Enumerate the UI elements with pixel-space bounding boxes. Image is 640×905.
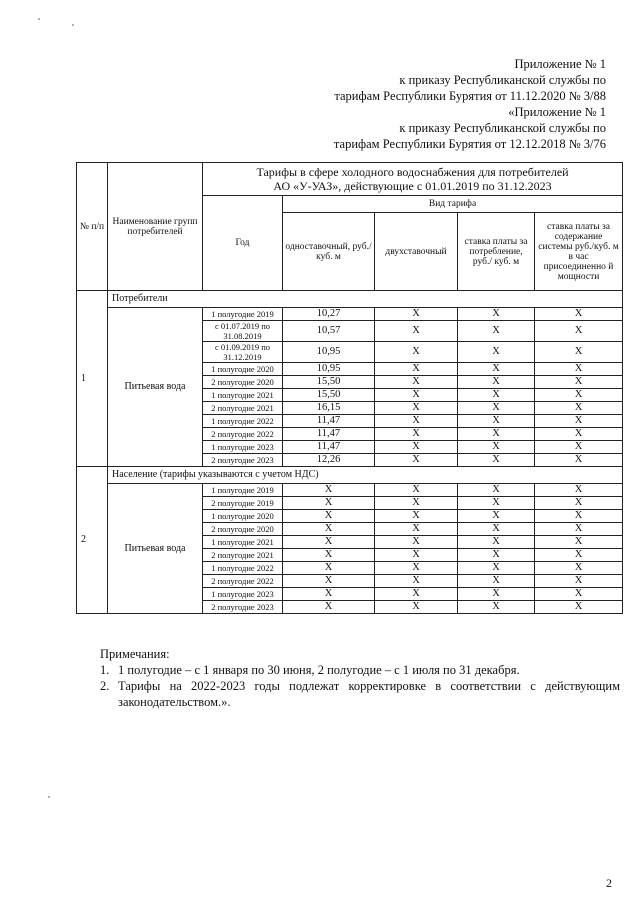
col-header-consumption-rate: ставка платы за потребление, руб./ куб. м (458, 213, 535, 291)
maintenance-rate-value: X (535, 562, 623, 575)
single-rate-value: 11,47 (283, 441, 375, 454)
consumption-rate-value: X (458, 601, 535, 614)
table-title-line: Тарифы в сфере холодного водоснабжения для потребителей (256, 165, 569, 179)
header-line: к приказу Республиканской службы по (399, 73, 606, 87)
consumption-rate-value: X (458, 389, 535, 402)
table-row (77, 308, 623, 321)
note-number: 1. (100, 663, 110, 677)
note-number: 2. (100, 679, 110, 693)
period-cell: 2 полугодие 2023 (203, 454, 283, 467)
maintenance-rate-value: X (535, 575, 623, 588)
maintenance-rate-value: X (535, 441, 623, 454)
two-rate-value: X (375, 321, 458, 342)
maintenance-rate-value: X (535, 308, 623, 321)
two-rate-value: X (375, 454, 458, 467)
two-rate-value: X (375, 363, 458, 376)
consumption-rate-value: X (458, 321, 535, 342)
consumption-rate-value: X (458, 588, 535, 601)
period-cell: 1 полугодие 2023 (203, 441, 283, 454)
single-rate-value: X (283, 510, 375, 523)
note-text: 1 полугодие – с 1 января по 30 июня, 2 полугодие – с 1 июля по 31 декабря. (118, 663, 520, 677)
table-row (77, 484, 623, 497)
maintenance-rate-value: X (535, 484, 623, 497)
two-rate-value: X (375, 588, 458, 601)
two-rate-value: X (375, 575, 458, 588)
group-title-row (77, 467, 623, 484)
single-rate-value: X (283, 575, 375, 588)
single-rate-value: X (283, 588, 375, 601)
scan-speck (48, 796, 50, 798)
period-cell: 1 полугодие 2020 (203, 510, 283, 523)
maintenance-rate-value: X (535, 428, 623, 441)
group-title-row (77, 291, 623, 308)
period-cell: 1 полугодие 2023 (203, 588, 283, 601)
section-number: 2 (77, 467, 108, 614)
consumption-rate-value: X (458, 575, 535, 588)
two-rate-value: X (375, 536, 458, 549)
period-cell: 2 полугодие 2023 (203, 601, 283, 614)
notes-title: Примечания: (100, 647, 170, 661)
header-line: тарифам Республики Бурятия от 11.12.2020 № 3/88 (334, 89, 606, 103)
consumption-rate-value: X (458, 549, 535, 562)
two-rate-value: X (375, 510, 458, 523)
two-rate-value: X (375, 428, 458, 441)
col-header-number: № п/п (77, 163, 108, 291)
consumption-rate-value: X (458, 342, 535, 363)
maintenance-rate-value: X (535, 321, 623, 342)
period-cell: 1 полугодие 2021 (203, 389, 283, 402)
period-cell: 1 полугодие 2022 (203, 562, 283, 575)
maintenance-rate-value: X (535, 523, 623, 536)
header-line: Приложение № 1 (514, 57, 606, 71)
consumption-rate-value: X (458, 497, 535, 510)
consumption-rate-value: X (458, 363, 535, 376)
single-rate-value: X (283, 562, 375, 575)
maintenance-rate-value: X (535, 363, 623, 376)
col-header-single-rate: одноставочный, руб./ куб. м (283, 213, 375, 291)
two-rate-value: X (375, 402, 458, 415)
period-cell: 2 полугодие 2021 (203, 549, 283, 562)
single-rate-value: 10,95 (283, 342, 375, 363)
single-rate-value: X (283, 601, 375, 614)
maintenance-rate-value: X (535, 376, 623, 389)
single-rate-value: 15,50 (283, 389, 375, 402)
page-number: 2 (606, 876, 612, 890)
period-cell: 1 полугодие 2022 (203, 415, 283, 428)
single-rate-value: 10,57 (283, 321, 375, 342)
two-rate-value: X (375, 562, 458, 575)
tariff-table-body (77, 291, 623, 614)
subgroup-name: Питьевая вода (108, 484, 203, 614)
note-item (100, 662, 620, 678)
note-item (100, 678, 620, 710)
note-text: Тарифы на 2022-2023 годы подлежат корректировке в соответствии с действующим законодательством.». (118, 679, 620, 709)
notes-section (100, 646, 620, 710)
header-line: к приказу Республиканской службы по (399, 121, 606, 135)
period-cell: 2 полугодие 2021 (203, 402, 283, 415)
maintenance-rate-value: X (535, 601, 623, 614)
single-rate-value: X (283, 536, 375, 549)
two-rate-value: X (375, 441, 458, 454)
consumption-rate-value: X (458, 536, 535, 549)
single-rate-value: 10,95 (283, 363, 375, 376)
maintenance-rate-value: X (535, 454, 623, 467)
two-rate-value: X (375, 308, 458, 321)
period-cell: 2 полугодие 2022 (203, 428, 283, 441)
consumption-rate-value: X (458, 308, 535, 321)
maintenance-rate-value: X (535, 342, 623, 363)
col-header-maintenance-rate: ставка платы за содержание системы руб./куб. м в час присоединенно й мощности (535, 213, 623, 291)
single-rate-value: X (283, 497, 375, 510)
two-rate-value: X (375, 342, 458, 363)
section-number: 1 (77, 291, 108, 467)
maintenance-rate-value: X (535, 415, 623, 428)
tariff-table (76, 162, 623, 614)
header-line: тарифам Республики Бурятия от 12.12.2018 № 3/76 (333, 137, 606, 151)
consumption-rate-value: X (458, 523, 535, 536)
consumption-rate-value: X (458, 415, 535, 428)
single-rate-value: X (283, 523, 375, 536)
period-cell: 2 полугодие 2020 (203, 523, 283, 536)
col-header-tariff-type: Вид тарифа (283, 196, 623, 213)
consumption-rate-value: X (458, 562, 535, 575)
maintenance-rate-value: X (535, 402, 623, 415)
single-rate-value: X (283, 484, 375, 497)
period-cell: 1 полугодие 2019 (203, 308, 283, 321)
period-cell: 1 полугодие 2019 (203, 484, 283, 497)
consumption-rate-value: X (458, 484, 535, 497)
two-rate-value: X (375, 601, 458, 614)
consumption-rate-value: X (458, 454, 535, 467)
two-rate-value: X (375, 389, 458, 402)
two-rate-value: X (375, 497, 458, 510)
single-rate-value: 16,15 (283, 402, 375, 415)
single-rate-value: 10,27 (283, 308, 375, 321)
period-cell: 1 полугодие 2020 (203, 363, 283, 376)
single-rate-value: X (283, 549, 375, 562)
consumption-rate-value: X (458, 376, 535, 389)
maintenance-rate-value: X (535, 389, 623, 402)
two-rate-value: X (375, 376, 458, 389)
consumption-rate-value: X (458, 510, 535, 523)
scan-speck (72, 24, 74, 26)
two-rate-value: X (375, 484, 458, 497)
maintenance-rate-value: X (535, 588, 623, 601)
col-header-year: Год (203, 196, 283, 291)
consumption-rate-value: X (458, 402, 535, 415)
document-header (334, 56, 606, 152)
single-rate-value: 11,47 (283, 415, 375, 428)
maintenance-rate-value: X (535, 510, 623, 523)
maintenance-rate-value: X (535, 549, 623, 562)
subgroup-name: Питьевая вода (108, 308, 203, 467)
scan-speck (38, 18, 40, 20)
single-rate-value: 15,50 (283, 376, 375, 389)
group-title: Потребители (108, 291, 623, 308)
period-cell: 2 полугодие 2019 (203, 497, 283, 510)
col-header-two-rate: двухставочный (375, 213, 458, 291)
period-cell: 1 полугодие 2021 (203, 536, 283, 549)
period-cell: с 01.07.2019 по 31.08.2019 (203, 321, 283, 342)
two-rate-value: X (375, 549, 458, 562)
maintenance-rate-value: X (535, 536, 623, 549)
consumption-rate-value: X (458, 441, 535, 454)
col-header-group: Наименование групп потребителей (108, 163, 203, 291)
header-line: «Приложение № 1 (508, 105, 606, 119)
two-rate-value: X (375, 523, 458, 536)
consumption-rate-value: X (458, 428, 535, 441)
period-cell: 2 полугодие 2022 (203, 575, 283, 588)
group-title: Население (тарифы указываются с учетом НДС) (108, 467, 623, 484)
table-title-line: АО «У-УАЗ», действующие с 01.01.2019 по 31.12.2023 (273, 179, 552, 193)
maintenance-rate-value: X (535, 497, 623, 510)
table-title (203, 163, 623, 196)
period-cell: с 01.09.2019 по 31.12.2019 (203, 342, 283, 363)
single-rate-value: 11,47 (283, 428, 375, 441)
period-cell: 2 полугодие 2020 (203, 376, 283, 389)
two-rate-value: X (375, 415, 458, 428)
single-rate-value: 12,26 (283, 454, 375, 467)
